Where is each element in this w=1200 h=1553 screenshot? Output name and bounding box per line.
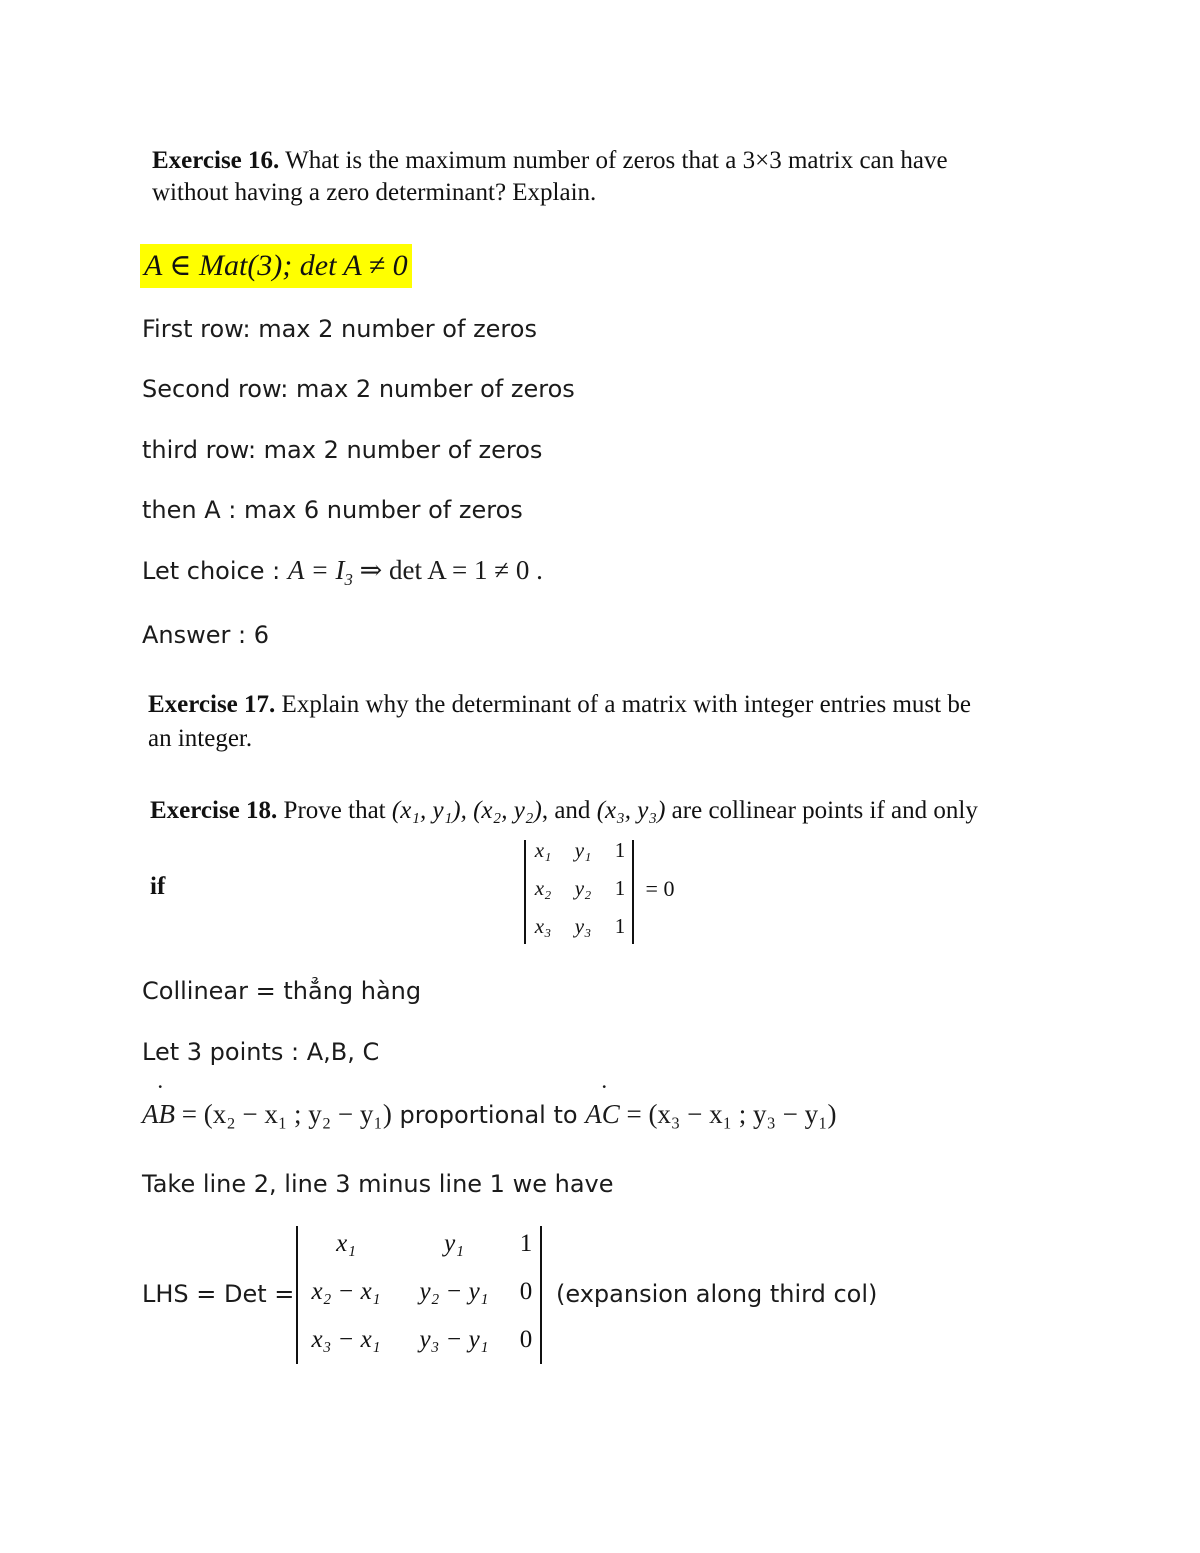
matrix-cell: y₂ − y₁ xyxy=(419,1278,489,1305)
lhs-label: LHS = Det = xyxy=(142,1280,295,1308)
determinant-right-bar xyxy=(540,1226,542,1364)
matrix-cell: y₁ xyxy=(574,838,592,862)
matrix-cell: y₂ xyxy=(574,876,592,900)
determinant-right-bar xyxy=(632,840,634,944)
matrix-cell: y₃ xyxy=(574,914,592,938)
vector-ab: AB ˙ xyxy=(142,1099,175,1129)
note-third-row: third row: max 2 number of zeros xyxy=(142,436,543,464)
note-total-zeros: then A : max 6 number of zeros xyxy=(142,496,523,524)
lhs-determinant xyxy=(296,1226,552,1366)
exercise-17-line1: Exercise 17. Explain why the determinant of a matrix with integer entries must be xyxy=(148,691,971,718)
matrix-cell: x₃ − x₁ xyxy=(311,1326,381,1353)
note-second-row: Second row: max 2 number of zeros xyxy=(142,375,575,403)
exercise-18-label: Exercise 18. xyxy=(150,797,278,824)
collinear-determinant xyxy=(522,838,682,948)
answer: Answer : 6 xyxy=(142,621,270,649)
determinant-left-bar xyxy=(524,840,526,944)
collinear-note: Collinear = thẳng hàng xyxy=(142,977,422,1005)
matrix-cell: 1 xyxy=(614,876,626,900)
exercise-17-label: Exercise 17. xyxy=(148,691,276,718)
matrix-cell: y₃ − y₁ xyxy=(419,1326,489,1353)
matrix-cell: x₁ xyxy=(534,838,552,862)
note-first-row: First row: max 2 number of zeros xyxy=(142,315,537,343)
matrix-cell: 0 xyxy=(519,1326,533,1353)
matrix-cell: 1 xyxy=(614,914,626,938)
take-note: Take line 2, line 3 minus line 1 we have xyxy=(142,1170,614,1198)
exercise-17-line2: an integer. xyxy=(148,725,253,752)
exercise-16-line2: without having a zero determinant? Explain. xyxy=(152,179,597,206)
exercise-16-line1: Exercise 16. What is the maximum number of zeros that a 3×3 matrix can have xyxy=(152,147,948,174)
vector-ac: AC ˙ xyxy=(585,1099,620,1129)
matrix-cell: 0 xyxy=(519,1278,533,1305)
exercise-16-label: Exercise 16. xyxy=(152,147,280,174)
matrix-cell: x₃ xyxy=(534,914,552,938)
vector-line: AB ˙ = (x₂ − x₁ ; y₂ − y₁) proportional to AC ˙ = (x₃ − x₁ ; y₃ − y₁) xyxy=(142,1098,837,1132)
equals-zero: = 0 xyxy=(645,876,675,901)
expansion-note: (expansion along third col) xyxy=(556,1280,878,1308)
points-note: Let 3 points : A,B, C xyxy=(142,1038,380,1066)
matrix-cell: y₁ xyxy=(444,1230,464,1257)
matrix-cell: x₁ xyxy=(336,1230,356,1257)
matrix-cell: 1 xyxy=(614,838,626,862)
exercise-18-line1: Exercise 18. Prove that (x₁, y₁), (x₂, y₂), and (x₃, y₃) are collinear points if and only xyxy=(150,797,978,824)
exercise-18-if: if xyxy=(150,873,166,900)
matrix-cell: x₂ xyxy=(534,876,552,900)
note-choice: Let choice : $A = I_3$ ⇒ det A = 1 ≠ 0 . xyxy=(142,555,543,589)
matrix-cell: x₂ − x₁ xyxy=(311,1278,381,1305)
given-formula: A ∈ Mat(3); det A ≠ 0 xyxy=(140,244,412,288)
matrix-cell: 1 xyxy=(519,1230,533,1257)
determinant-left-bar xyxy=(296,1226,298,1364)
